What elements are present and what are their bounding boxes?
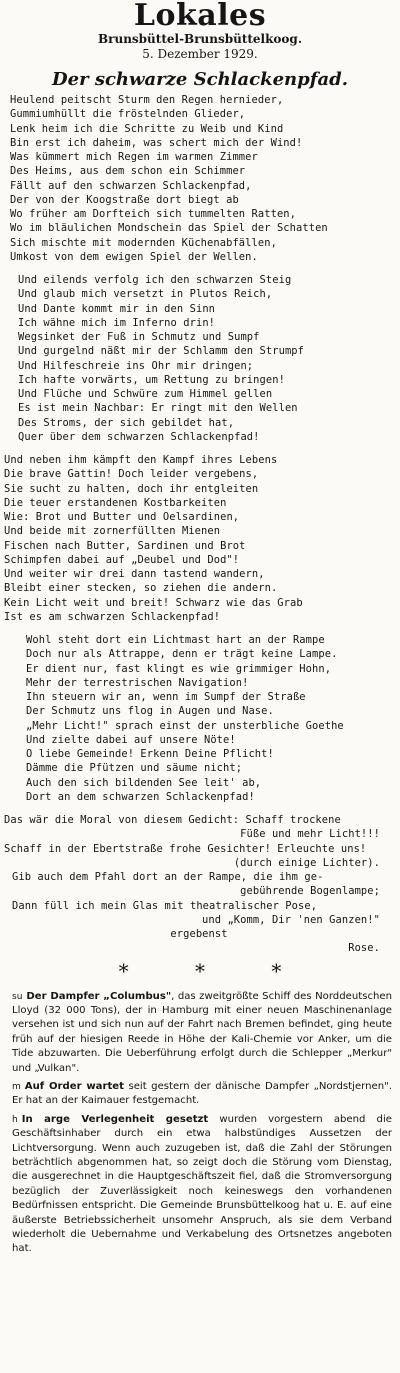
news-text: seit gestern der dänische Dampfer „Nordstjernen". Er hat an der Kaimauer festgemacht. (12, 1080, 392, 1107)
stanza-gap (10, 444, 394, 453)
poem-line: Schimpfen dabei auf „Deubel und Dod"! (4, 553, 240, 566)
poem-line: Auch den sich bildenden See leit' ab, (26, 776, 262, 789)
poem-line: Der Schmutz uns flog in Augen und Nase. (26, 705, 274, 718)
news-item-columbus (0, 990, 400, 1076)
poem-line: Doch nur als Attrappe, denn er trägt keine Lampe. (26, 648, 338, 661)
poem-line: Füße und mehr Licht!!! (240, 828, 380, 841)
stanza-3 (4, 453, 394, 624)
poem-line: Ihn steuern wir an, wenn im Sumpf der Straße (26, 691, 306, 703)
news-heading: Der Dampfer „Columbus" (26, 990, 172, 1002)
poem-line: Der von der Koogstraße dort biegt ab (10, 193, 239, 206)
poem-line: Ich wähne mich im Inferno drin! (18, 316, 216, 329)
poem-line: Kein Licht weit und breit! Schwarz wie das Grab (4, 596, 303, 609)
poem-line: Fällt auf den schwarzen Schlackenpfad, (10, 179, 252, 192)
poem-body (0, 93, 400, 956)
poem-title: Der schwarze Schlackenpfad. (52, 69, 348, 90)
poem-line: Gummiumhüllt die fröstelnden Glieder, (10, 108, 246, 121)
poem-line: Wo früher am Dorfteich sich tummelten Ratten, (10, 208, 297, 220)
poem-line: Bin erst ich daheim, was schert mich der Wind! (10, 136, 303, 149)
stanza-4 (10, 633, 394, 804)
poem-line: O liebe Gemeinde! Erkenn Deine Pflicht! (26, 748, 274, 760)
poem-line: Dort an dem schwarzen Schlackenpfad! (26, 790, 255, 803)
poem-line: Dämme die Pfützen und säume nicht; (26, 762, 243, 775)
news-heading: Auf Order wartet (24, 1080, 124, 1092)
stanza-gap (10, 624, 394, 633)
poem-line: Und Hilfeschreie ins Ohr mir dringen; (18, 359, 254, 372)
poem-line: Des Heims, aus dem schon ein Schimmer (10, 165, 246, 178)
poem-line: Und Dante kommt mir in den Sinn (18, 302, 216, 315)
section-title: Lokales (133, 0, 267, 33)
poem-line: „Mehr Licht!" sprach einst der unsterbliche Goethe (26, 719, 344, 732)
poem-line: (durch einige Lichter). (233, 856, 380, 869)
poem-line: Die teuer erstandenen Kostbarkeiten (4, 496, 227, 509)
poem-line: Wohl steht dort ein Lichtmast hart an der Rampe (26, 634, 325, 646)
poem-line: und „Komm, Dir 'nen Ganzen!" (202, 913, 380, 926)
poem-line: Das wär die Moral von diesem Gedicht: Schaff trockene (4, 814, 341, 826)
poem-line: Und weiter wir drei dann tastend wandern, (4, 568, 265, 580)
poem-line: Und Flüche und Schwüre zum Himmel gellen (18, 388, 273, 400)
poem-line: Wie: Brot und Butter und Oelsardinen, (4, 511, 240, 523)
news-text: , das zweitgrößte Schiff des Norddeutschen Lloyd (32 000 Tons), der in Hamburg mit einer neuen Maschinenanlage versehen ist und sich nun auf der Fahrt nach Bremen befindet, ging heute früh auf der hiesigen Reede in Höhe der Kali-Chemie vor Anker, um die Tide abzuwarten. Die Ueberführung erfolgt durch die Schlepper „Merkur" und „Vulkan". (12, 990, 393, 1074)
poem-line: Und beide mit zornerfüllten Mienen (4, 525, 221, 538)
masthead (0, 0, 400, 91)
poem-line: Ist es am schwarzen Schlackenpfad! (4, 610, 221, 623)
poem-line: Und glaub mich versetzt in Plutos Reich, (18, 288, 273, 301)
poem-line: Und gurgelnd näßt mir der Schlamm den Strumpf (18, 345, 305, 358)
news-item-order (0, 1080, 400, 1109)
poem-line: Gib auch dem Pfahl dort an der Rampe, die ihm ge- (12, 871, 324, 883)
poem-line: Heulend peitscht Sturm den Regen hernieder, (10, 94, 284, 106)
poem-line: Und neben ihm kämpft den Kampf ihres Lebens (4, 454, 278, 466)
stanza-2 (10, 273, 394, 444)
poem-moral (4, 813, 394, 956)
poem-line: Des Stroms, der sich gebildet hat, (18, 416, 235, 429)
news-author-mark: m (12, 1081, 21, 1092)
poem-line: Fischen nach Butter, Sardinen und Brot (4, 539, 246, 552)
poem-line: Und eilends verfolg ich den schwarzen Steig (18, 274, 292, 286)
stanza-gap (10, 804, 394, 813)
poem-line: Mehr der terrestrischen Navigation! (26, 676, 249, 689)
poem-line: Sie sucht zu halten, doch ihr entgleiten (4, 482, 259, 495)
date-line: 5. Dezember 1929. (142, 47, 258, 61)
news-item-power-outage (0, 1113, 400, 1257)
poem-line: Was kümmert mich Regen im warmen Zimmer (10, 151, 258, 163)
news-text: wurden vorgestern abend die Geschäftsinhaber durch ein etwa halbstündiges Aussetzen der Lichtversorgung. Wenn auch zuzugeben ist, daß die Zahl der Störungen beträchtlich abgenommen hat, so zeigt doch die Störung vom Dienstag, die ausgerechnet in die Hauptgeschäftszeit fiel, daß die Stromversorgung bezüglich der Zuverlässigkeit noch keineswegs den vorhandenen Bedürfnissen entspricht. Die Gemeinde Brunsbüttelkoog hat u. E. auf eine äußerste Betriebssicherheit unsomehr Anspruch, als sie dem Verband wiederholt die Uebernahme und Verkabelung des Ortsnetzes angeboten hat. (12, 1113, 392, 1255)
poem-line: Schaff in der Ebertstraße frohe Gesichter! Erleuchte uns! (4, 842, 367, 855)
poem-line: Ich hafte vorwärts, um Rettung zu bringen! (18, 373, 285, 386)
stanza-1 (10, 93, 394, 264)
poem-line: Umkost von dem ewigen Spiel der Wellen. (10, 250, 258, 263)
poem-line: Sich mischte mit modernden Küchenabfällen, (10, 236, 277, 249)
poem-line: Quer über dem schwarzen Schlackenpfad! (18, 430, 260, 443)
place-line: Brunsbüttel-Brunsbüttelkoog. (98, 32, 302, 46)
poem-line: Lenk heim ich die Schritte zu Weib und Kind (10, 122, 284, 135)
news-author-mark: su (12, 991, 23, 1002)
news-author-mark: h (12, 1114, 18, 1125)
poem-line: Und zielte dabei auf unsere Nöte! (26, 733, 236, 746)
poem-line: Wegsinket der Fuß in Schmutz und Sumpf (18, 331, 260, 343)
poem-line: gebührende Bogenlampe; (240, 885, 380, 898)
stanza-gap (10, 264, 394, 273)
poem-line: Dann füll ich mein Glas mit theatralischer Pose, (12, 899, 318, 912)
poem-signature: Rose. (348, 942, 380, 955)
poem-line: Es ist mein Nachbar: Er ringt mit den Wellen (18, 402, 298, 415)
poem-line: ergebenst (170, 928, 228, 940)
poem-line: Er dient nur, fast klingt es wie grimmiger Hohn, (26, 662, 332, 675)
poem-line: Bleibt einer stecken, so ziehen die andern. (4, 582, 278, 595)
poem-line: Die brave Gattin! Doch leider vergebens, (4, 468, 259, 481)
news-heading: In arge Verlegenheit gesetzt (21, 1113, 209, 1125)
section-divider: * * * (118, 958, 312, 983)
poem-line: Wo im bläulichen Mondschein das Spiel der Schatten (10, 222, 328, 235)
